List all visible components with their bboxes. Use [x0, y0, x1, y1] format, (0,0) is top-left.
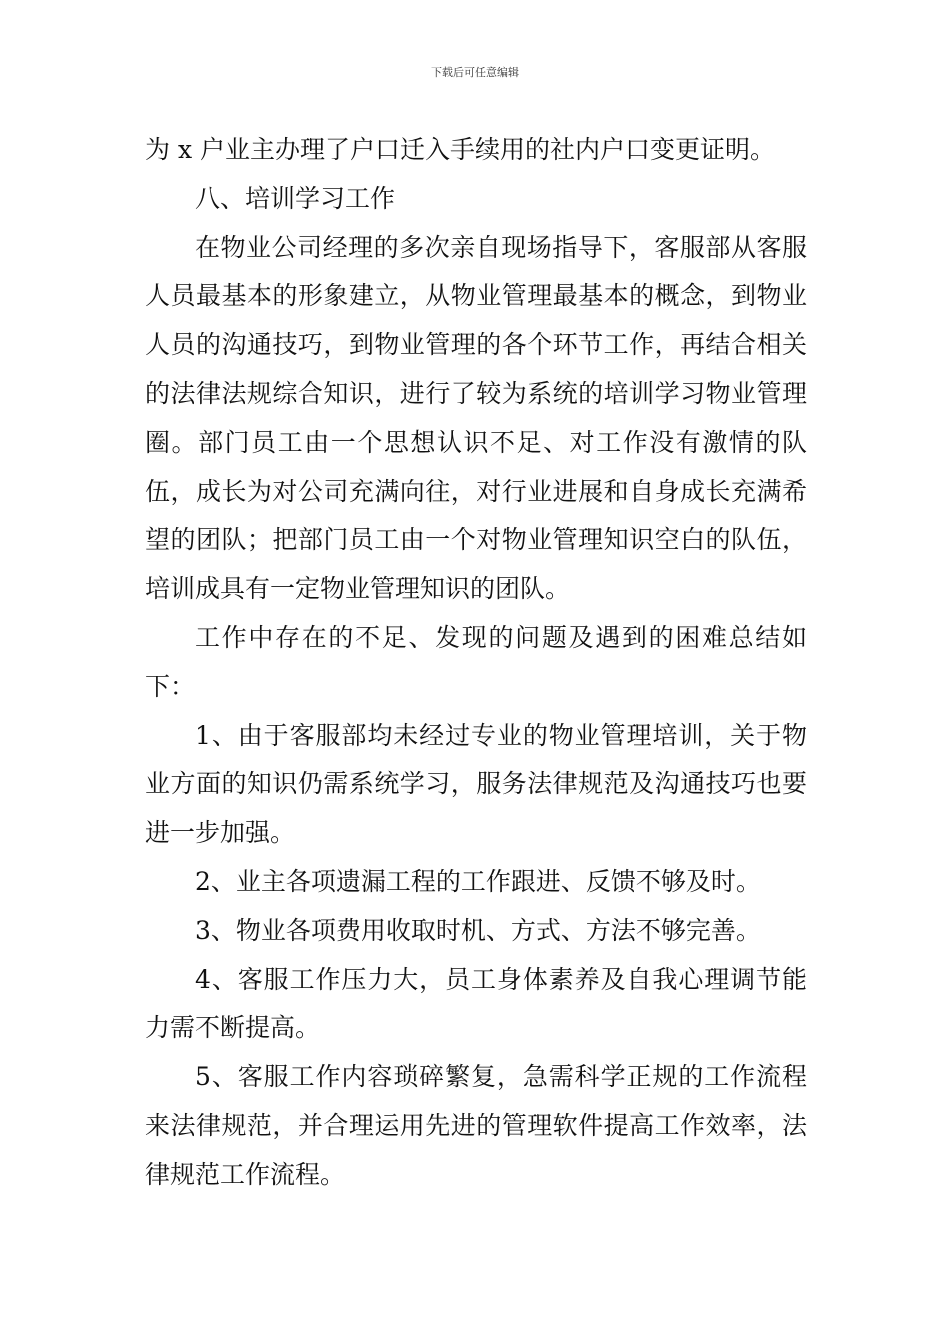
list-item-1: 1、由于客服部均未经过专业的物业管理培训，关于物业方面的知识仍需系统学习，服务法律规范及沟通技巧也要进一步加强。	[145, 720, 807, 848]
paragraph-problems-intro: 工作中存在的不足、发现的问题及遇到的困难总结如下：	[145, 622, 807, 701]
list-item-2: 2、业主各项遗漏工程的工作跟进、反馈不够及时。	[195, 866, 761, 896]
list-item-4: 4、客服工作压力大，员工身体素养及自我心理调节能力需不断提高。	[145, 964, 807, 1043]
paragraph-continuation: 为 x 户业主办理了户口迁入手续用的社内户口变更证明。	[145, 135, 775, 164]
list-item-5: 5、客服工作内容琐碎繁复，急需科学正规的工作流程来法律规范，并合理运用先进的管理软件提高工作效率，法律规范工作流程。	[145, 1062, 807, 1189]
paragraph-training: 在物业公司经理的多次亲自现场指导下，客服部从客服人员最基本的形象建立，从物业管理最基本的概念，到物业人员的沟通技巧，到物业管理的各个环节工作，再结合相关的法律法规综合知识，进行了较为系统的培训学习物业管理圈。部门员工由一个思想认识不足、对工作没有激情的队伍，成长为对公司充满向往，对行业进展和自身成长充满希望的团队；把部门员工由一个对物业管理知识空白的队伍，培训成具有一定物业管理知识的团队。	[145, 232, 807, 604]
section-heading-training: 八、培训学习工作	[195, 183, 396, 213]
list-item-3: 3、物业各项费用收取时机、方式、方法不够完善。	[195, 915, 761, 945]
page-header: 下载后可任意编辑	[431, 66, 519, 79]
document-body	[145, 126, 807, 1200]
